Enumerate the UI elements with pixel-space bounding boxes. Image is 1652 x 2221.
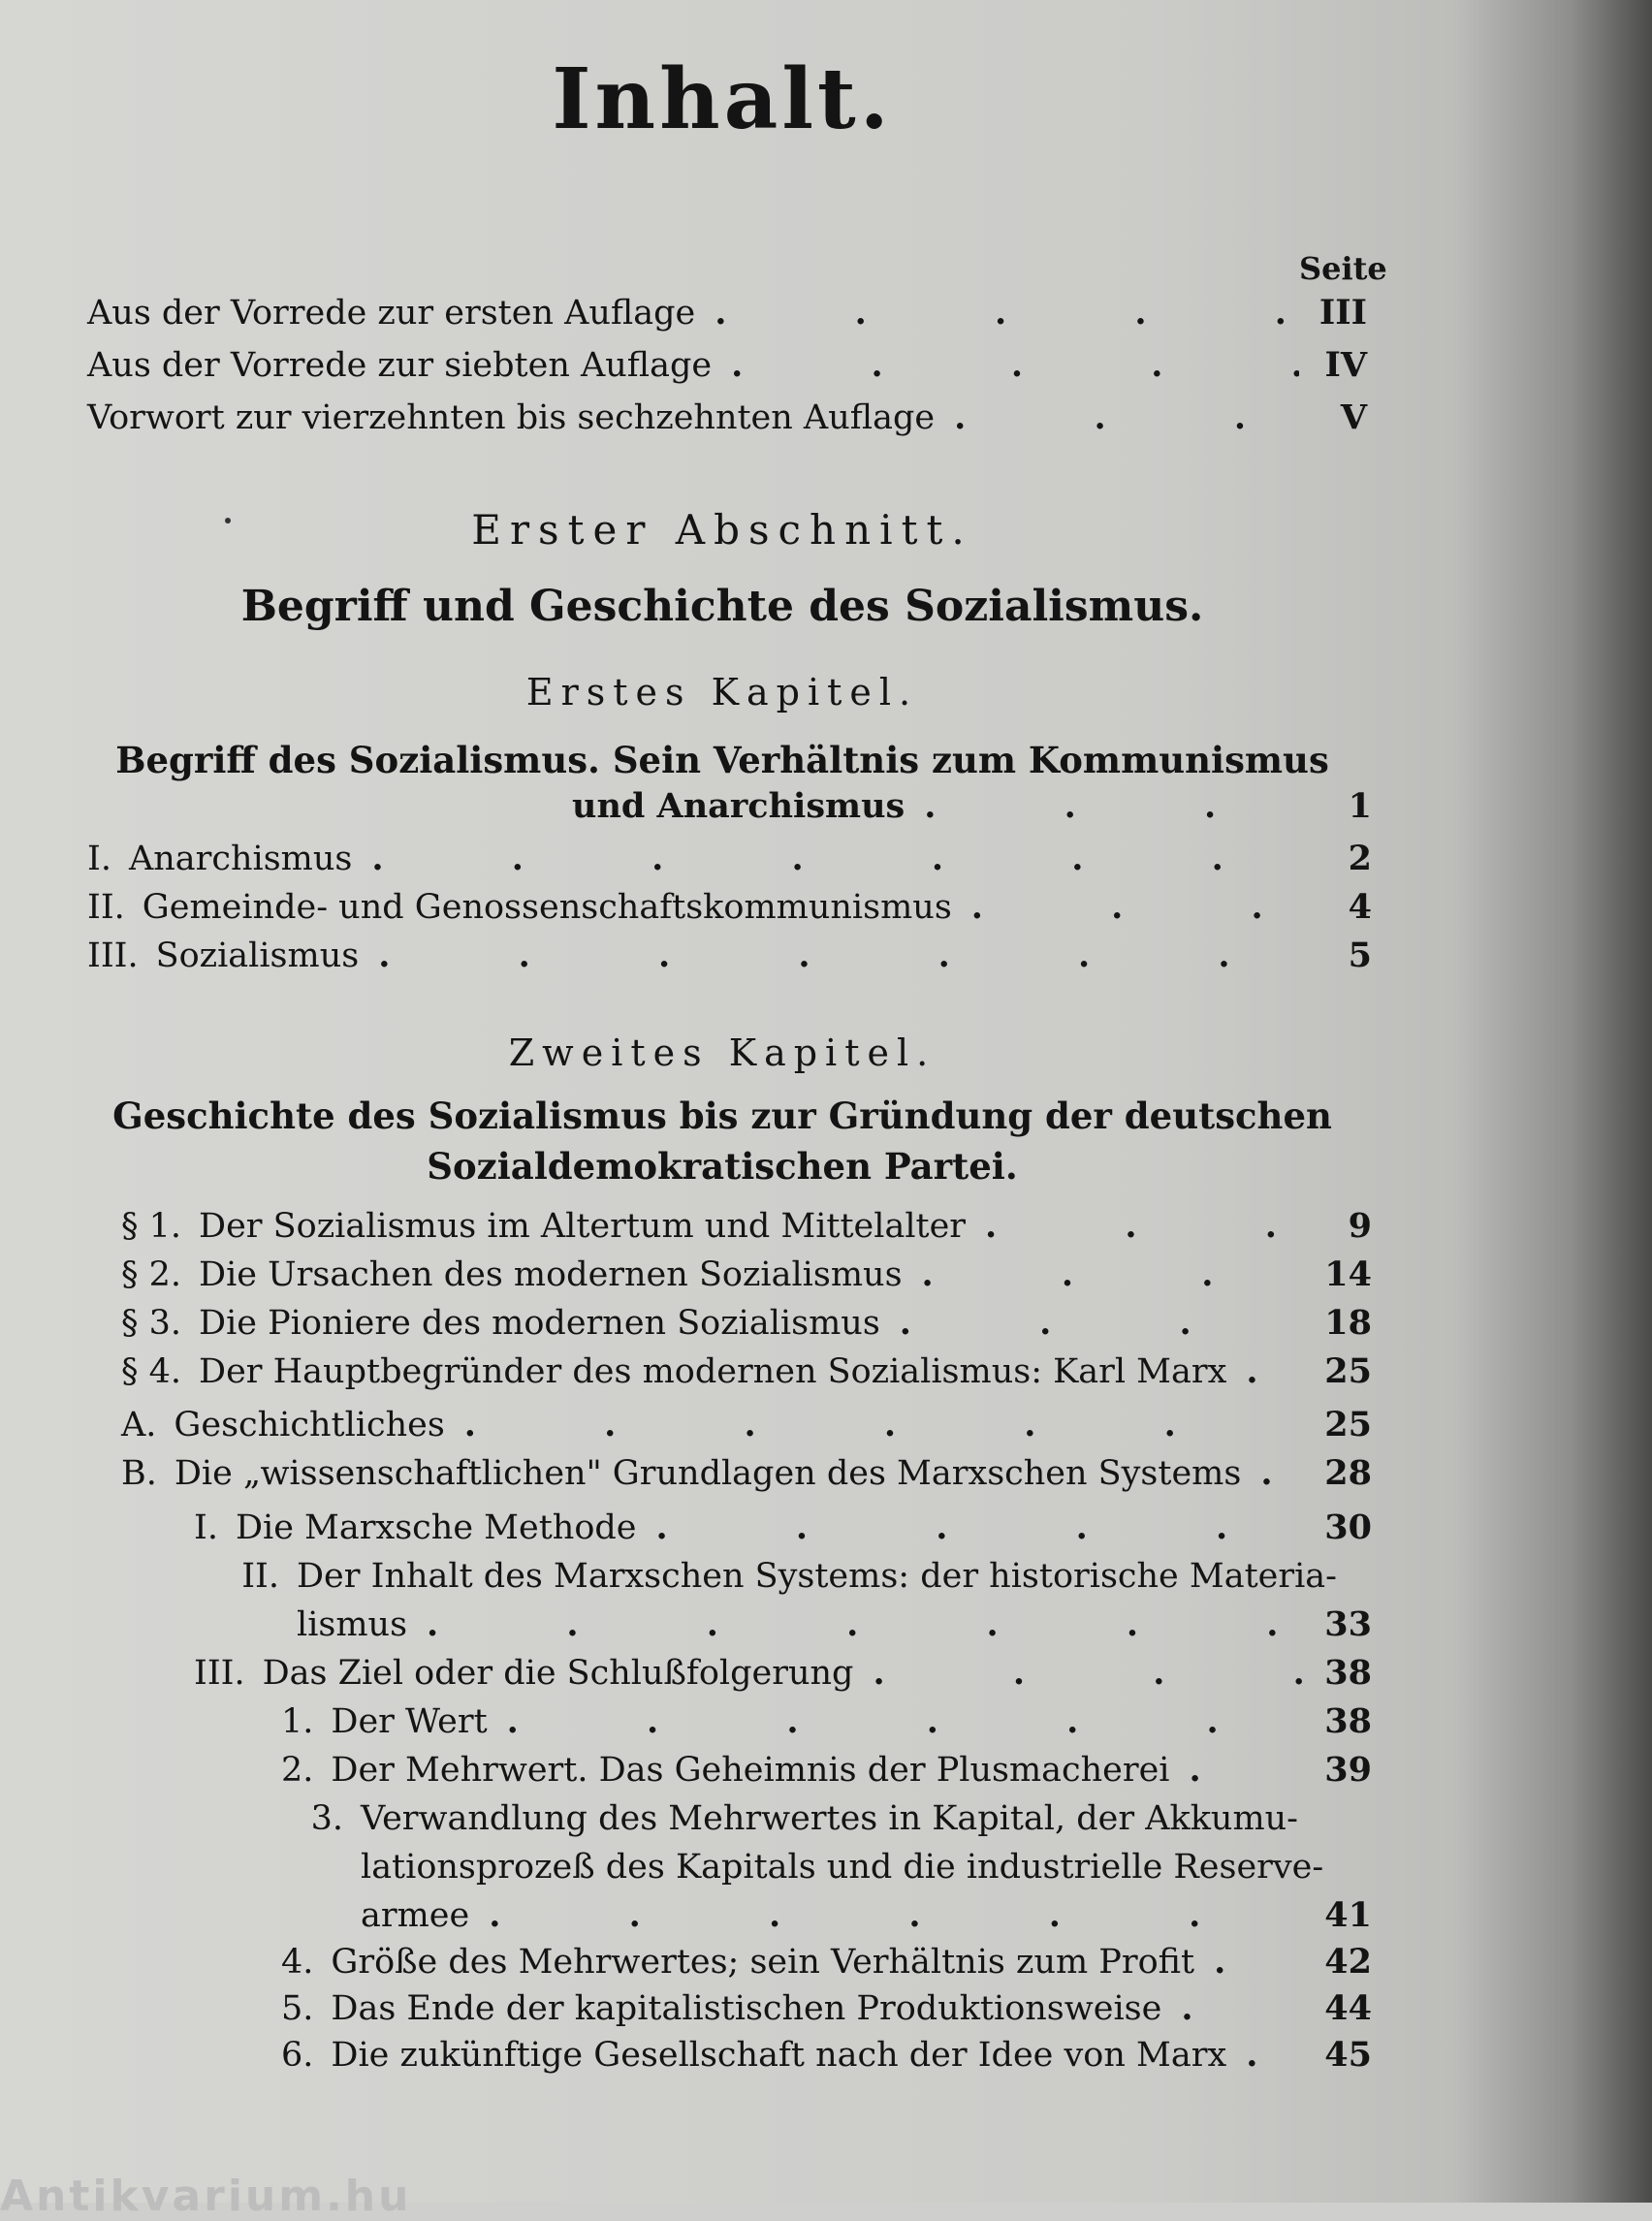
toc-entry-number: II. [87,888,125,927]
seite-label: Seite [1299,250,1387,287]
toc-entry-page: 28 [1324,1453,1372,1493]
toc-entry-number: § 2. [121,1255,182,1294]
toc-entry-page: III [1318,293,1367,333]
leader-dots [952,888,1304,927]
leader-dots [352,840,1304,878]
toc-entry-multiline[interactable] [194,1557,1372,1596]
leader-dots [903,1255,1304,1294]
leader-dots [853,1654,1304,1693]
toc-entry-text-cont: armee [361,1896,470,1935]
chapter-label: Zweites Kapitel. [508,1031,937,1074]
toc-entry[interactable] [87,398,1367,437]
leader-dots [445,1406,1304,1444]
leader-dots [712,346,1299,385]
toc-entry[interactable] [361,1896,1372,1935]
leader-dots [935,398,1299,437]
chapter-title: Geschichte des Sozialismus bis zur Gründung der deutschen [112,1095,1332,1137]
toc-entry[interactable] [87,294,1367,333]
leader-dots [1226,1352,1304,1391]
ink-speck [225,518,231,524]
toc-entry-text: Die „wissenschaftlichen" Grundlagen des Marxschen Systems [174,1454,1242,1493]
toc-entry-text: Der Inhalt des Marxschen Systems: der historische Materia- [297,1557,1337,1596]
toc-entry-page: 38 [1324,1701,1372,1741]
toc-entry-number: 6. [281,2036,314,2075]
toc-entry-text-cont: lationsprozeß des Kapitals und die industrielle Reserve- [361,1848,1324,1887]
leader-dots [695,294,1299,333]
toc-entry-number: III. [87,936,139,975]
leader-dots [407,1605,1304,1644]
leader-dots [1226,2036,1304,2075]
chapter-label: Erstes Kapitel. [525,671,919,714]
leader-dots [359,936,1304,975]
toc-entry-text-cont: lismus [297,1605,408,1644]
toc-entry-text: Gemeinde- und Genossenschaftskommunismus [142,888,952,927]
section-label: Erster Abschnitt. [471,506,973,554]
leader-dots [966,1207,1304,1246]
toc-entry-number: § 3. [121,1304,182,1343]
toc-entry-page: 18 [1324,1303,1372,1343]
toc-entry-page: 39 [1324,1750,1372,1790]
toc-entry[interactable] [121,1304,1372,1343]
toc-entry-page: 33 [1324,1604,1372,1644]
toc-entry-text: Aus der Vorrede zur siebten Auflage [87,346,713,385]
page-title: Inhalt. [552,50,893,148]
toc-entry[interactable] [121,1352,1372,1391]
toc-entry-number: 3. [310,1799,343,1838]
toc-entry-page: 42 [1324,1942,1372,1982]
toc-entry-number: 5. [281,1989,314,2028]
toc-entry-text: Verwandlung des Mehrwertes in Kapital, der Akkumu- [361,1799,1298,1838]
toc-entry-number: III. [194,1654,245,1693]
toc-entry-page: 9 [1348,1206,1372,1246]
toc-entry-page: 25 [1324,1351,1372,1391]
toc-entry-number: § 4. [121,1352,182,1391]
section-title: Begriff und Geschichte des Sozialismus. [240,582,1204,631]
chapter-title-cont: Sozialdemokratischen Partei. [427,1145,1018,1188]
toc-entry[interactable] [297,1605,1372,1644]
toc-entry[interactable] [572,787,1372,826]
toc-entry-page: 44 [1324,1988,1372,2028]
toc-entry-number: A. [121,1406,157,1444]
toc-entry[interactable] [194,1508,1372,1547]
toc-entry-page: 14 [1324,1254,1372,1294]
toc-entry-text: Das Ende der kapitalistischen Produktionsweise [331,1989,1162,2028]
toc-entry-page: 4 [1348,887,1372,927]
leader-dots [1161,1989,1304,2028]
leader-dots [469,1896,1304,1935]
toc-entry-page: 2 [1348,839,1372,878]
toc-entry-page: 45 [1324,2035,1372,2075]
toc-entry[interactable] [121,1454,1372,1493]
toc-entry-text: Größe des Mehrwertes; sein Verhältnis zum Profit [331,1943,1195,1982]
toc-entry-number: B. [121,1454,157,1493]
toc-entry-page: 41 [1324,1895,1372,1935]
toc-entry[interactable] [121,1255,1372,1294]
toc-entry[interactable] [121,1207,1372,1246]
toc-entry[interactable] [87,840,1372,878]
toc-entry-text: Die zukünftige Gesellschaft nach der Idee von Marx [331,2036,1227,2075]
leader-dots [488,1702,1304,1741]
toc-entry[interactable] [194,1654,1372,1693]
toc-entry-number: I. [194,1508,218,1547]
toc-entry[interactable] [281,1702,1372,1741]
toc-entry-text: Der Hauptbegründer des modernen Sozialismus: Karl Marx [199,1352,1227,1391]
toc-entry-text: Der Wert [331,1702,488,1741]
leader-dots [880,1304,1304,1343]
leader-dots [1241,1454,1304,1493]
toc-entry-text: Das Ziel oder die Schlußfolgerung [262,1654,854,1693]
toc-entry[interactable] [281,1751,1372,1790]
toc-entry-page: 38 [1324,1653,1372,1693]
toc-entry[interactable] [87,346,1367,385]
toc-entry[interactable] [87,936,1372,975]
toc-entry-page: V [1340,397,1367,437]
toc-entry[interactable] [281,1943,1372,1982]
toc-entry-number: I. [87,840,111,878]
leader-dots [1194,1943,1304,1982]
toc-entry-text: Der Mehrwert. Das Geheimnis der Plusmacherei [331,1751,1170,1790]
toc-entry[interactable] [281,1989,1372,2028]
toc-entry-page: 5 [1348,936,1372,975]
toc-entry-text: Die Pioniere des modernen Sozialismus [199,1304,880,1343]
leader-dots [1170,1751,1305,1790]
toc-entry-text: Anarchismus [128,840,353,878]
leader-dots [905,787,1304,826]
chapter-title-cont: und Anarchismus [572,786,905,826]
toc-entry[interactable] [281,2036,1372,2075]
toc-entry-page: 1 [1348,786,1372,826]
chapter-title: Begriff des Sozialismus. Sein Verhältnis zum Kommunismus [115,739,1329,781]
toc-entry-number: 4. [281,1943,314,1982]
watermark: Antikvarium.hu [0,2172,412,2221]
toc-entry-text: Geschichtliches [174,1406,445,1444]
toc-entry-multiline[interactable] [281,1799,1372,1838]
toc-entry-text: Die Marxsche Methode [235,1508,637,1547]
toc-entry-page: IV [1324,345,1367,385]
toc-entry-text: Vorwort zur vierzehnten bis sechzehnten Auflage [87,398,936,437]
toc-entry[interactable] [87,888,1372,927]
toc-entry-text: Sozialismus [155,936,360,975]
leader-dots [637,1508,1304,1547]
toc-entry-page: 25 [1324,1405,1372,1444]
toc-entry-text: Die Ursachen des modernen Sozialismus [199,1255,903,1294]
toc-entry-number: § 1. [121,1207,182,1246]
toc-entry-text: Aus der Vorrede zur ersten Auflage [87,294,696,333]
toc-entry-page: 30 [1324,1507,1372,1547]
toc-entry-text: Der Sozialismus im Altertum und Mittelalter [199,1207,967,1246]
toc-entry-number: 2. [281,1751,314,1790]
toc-entry-number: II. [241,1557,279,1596]
toc-entry[interactable] [121,1406,1372,1444]
toc-entry-number: 1. [281,1702,314,1741]
